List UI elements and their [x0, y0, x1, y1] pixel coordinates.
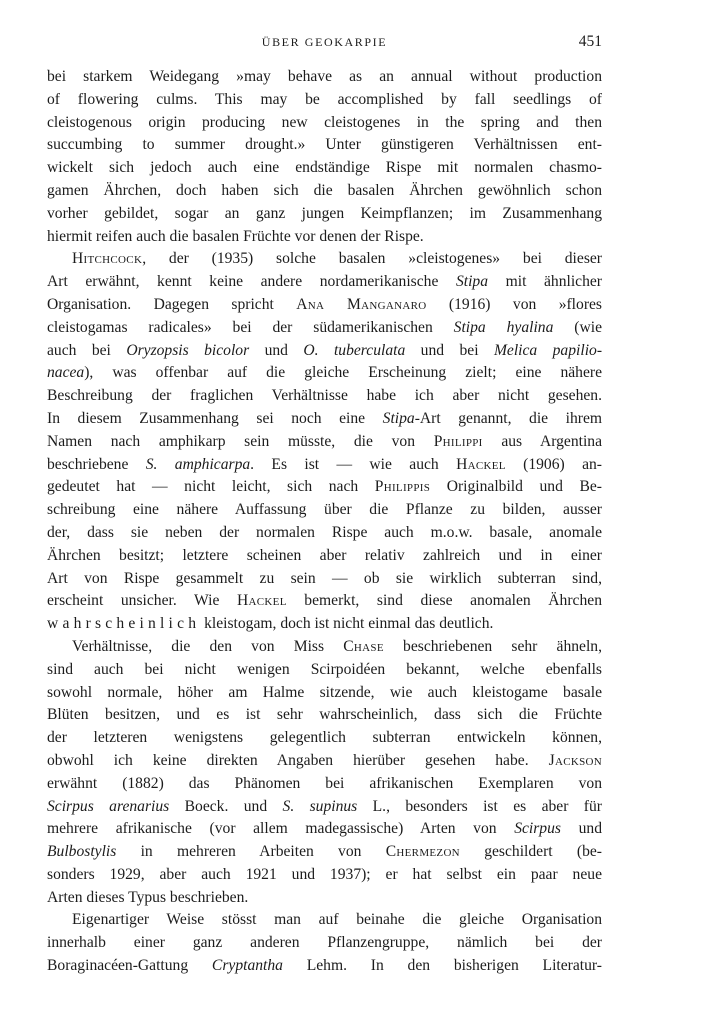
- text-line: of flowering culms. This may be accomplished by fall seedlings of: [47, 90, 602, 108]
- taxon-name: Stipa: [382, 409, 415, 427]
- text-line: In diesem Zusammenhang sei noch eine Stipa-Art genannt, die ihrem: [47, 409, 602, 427]
- body-text: [47, 66, 602, 978]
- text-line: succumbing to summer drought.» Unter günstigeren Verhältnissen ent-: [47, 136, 602, 154]
- taxon-name: Oryzopsis bicolor: [126, 341, 250, 359]
- text-line: erwähnt (1882) das Phänomen bei afrikanischen Exemplaren von: [47, 774, 602, 792]
- taxon-name: Bulbostylis: [47, 843, 117, 861]
- text-line: wahrscheinlich kleistogam, doch ist nicht einmal das deutlich.: [47, 615, 494, 633]
- text-line: auch bei Oryzopsis bicolor und O. tuberculata und bei Melica papilio-: [47, 341, 603, 359]
- taxon-name: Scirpus: [514, 820, 561, 838]
- author-name: Hackel: [456, 455, 506, 473]
- running-title: ÜBER GEOKARPIE: [261, 35, 388, 49]
- text-line: nacea), was offenbar auf die gleiche Erscheinung zielt; eine nähere: [47, 364, 602, 382]
- taxon-name: Melica papilio-: [493, 341, 603, 359]
- text-line: schreibung eine nähere Auffassung über die Pflanze zu bilden, ausser: [47, 501, 602, 519]
- author-name: Hitchcock: [72, 250, 143, 268]
- text-line: Verhältnisse, die den von Miss Chase beschriebenen sehr ähneln,: [72, 637, 602, 655]
- text-line: Eigenartiger Weise stösst man auf beinahe die gleiche Organisation: [72, 911, 602, 929]
- author-name: Philippi: [433, 432, 483, 450]
- taxon-name: Scirpus arenarius: [47, 797, 170, 815]
- author-name: Jackson: [548, 751, 602, 769]
- text-line: bei starkem Weidegang »may behave as an annual without production: [47, 68, 602, 85]
- taxon-name: Stipa hyalina: [453, 318, 554, 336]
- text-line: der, dass sie neben der normalen Rispe auch m.o.w. basale, anomale: [47, 523, 602, 541]
- taxon-name: nacea: [47, 364, 85, 382]
- text-line: sonders 1929, aber auch 1921 und 1937); er hat selbst ein paar neue: [47, 865, 602, 883]
- text-line: sind auch bei nicht wenigen Scirpoidéen bekannt, welche ebenfalls: [47, 660, 602, 678]
- text-line: Namen nach amphikarp sein müsste, die von Philippi aus Argentina: [47, 432, 603, 450]
- taxon-name: Cryptantha: [211, 957, 283, 975]
- author-name: Hackel: [236, 592, 287, 610]
- text-line: Beschreibung der fraglichen Verhältnisse habe ich aber nicht gesehen.: [47, 387, 602, 405]
- page-number: 451: [578, 33, 602, 50]
- text-line: Blüten besitzen, und es ist sehr wahrscheinlich, dass sich die Früchte: [47, 706, 602, 724]
- text-line: Scirpus arenarius Boeck. und S. supinus L., besonders ist es aber für: [47, 797, 602, 815]
- text-line: cleistogamas radicales» bei der südamerikanischen Stipa hyalina (wie: [47, 318, 602, 336]
- text-line: innerhalb einer ganz anderen Pflanzengruppe, nämlich bei der: [47, 934, 602, 952]
- text-line: mehrere afrikanische (vor allem madegassische) Arten von Scirpus und: [47, 820, 602, 838]
- text-line: gedeutet hat — nicht leicht, sich nach Philippis Originalbild und Be-: [47, 478, 602, 496]
- author-name: Chase: [343, 637, 384, 655]
- text-line: hiermit reifen auch die basalen Früchte vor denen der Rispe.: [47, 227, 424, 245]
- taxon-name: O. tuberculata: [303, 341, 406, 359]
- text-line: Boraginacéen-Gattung Cryptantha Lehm. In den bisherigen Literatur-: [47, 957, 602, 975]
- text-line: sowohl normale, höher am Halme sitzende, wie auch kleistogame basale: [47, 683, 602, 701]
- taxon-name: Stipa: [455, 273, 489, 291]
- text-line: erscheint unsicher. Wie Hackel bemerkt, sind diese anomalen Ährchen: [47, 592, 602, 610]
- text-line: obwohl ich keine direkten Angaben hierüber gesehen habe. Jackson: [47, 751, 602, 769]
- spaced-emphasis: wahrscheinlich: [47, 615, 201, 633]
- text-line: cleistogenous origin producing new cleistogenes in the spring and then: [47, 113, 602, 131]
- text-line: Ährchen besitzt; letztere scheinen aber relativ zahlreich und in einer: [47, 546, 602, 564]
- author-name: Chermezon: [385, 843, 460, 861]
- author-name: Philippis: [374, 478, 431, 496]
- text-line: Art von Rispe gesammelt zu sein — ob sie wirklich subterran sind,: [47, 569, 602, 587]
- taxon-name: S. supinus: [282, 797, 358, 815]
- text-line: Bulbostylis in mehreren Arbeiten von Chermezon geschildert (be-: [47, 843, 602, 861]
- text-line: wickelt sich jedoch auch eine endständige Rispe mit normalen chasmo-: [47, 159, 602, 177]
- text-line: vorher gebildet, sogar an ganz jungen Keimpflanzen; im Zusammenhang: [47, 204, 602, 222]
- text-line: Organisation. Dagegen spricht Ana Manganaro (1916) von »flores: [47, 295, 602, 313]
- page-header: [47, 33, 602, 53]
- text-line: beschriebene S. amphicarpa. Es ist — wie auch Hackel (1906) an-: [47, 455, 602, 473]
- taxon-name: S. amphicarpa: [145, 455, 251, 473]
- text-line: gamen Ährchen, doch haben sich die basalen Ährchen gewöhnlich schon: [47, 181, 602, 199]
- text-line: Arten dieses Typus beschrieben.: [47, 888, 249, 906]
- text-line: Art erwähnt, kennt keine andere nordamerikanische Stipa mit ähnlicher: [47, 273, 602, 291]
- text-line: Hitchcock, der (1935) solche basalen »cleistogenes» bei dieser: [72, 250, 602, 268]
- text-line: der letzteren wenigstens gelegentlich subterran entwickeln können,: [47, 729, 602, 747]
- author-name: Ana Manganaro: [296, 295, 427, 313]
